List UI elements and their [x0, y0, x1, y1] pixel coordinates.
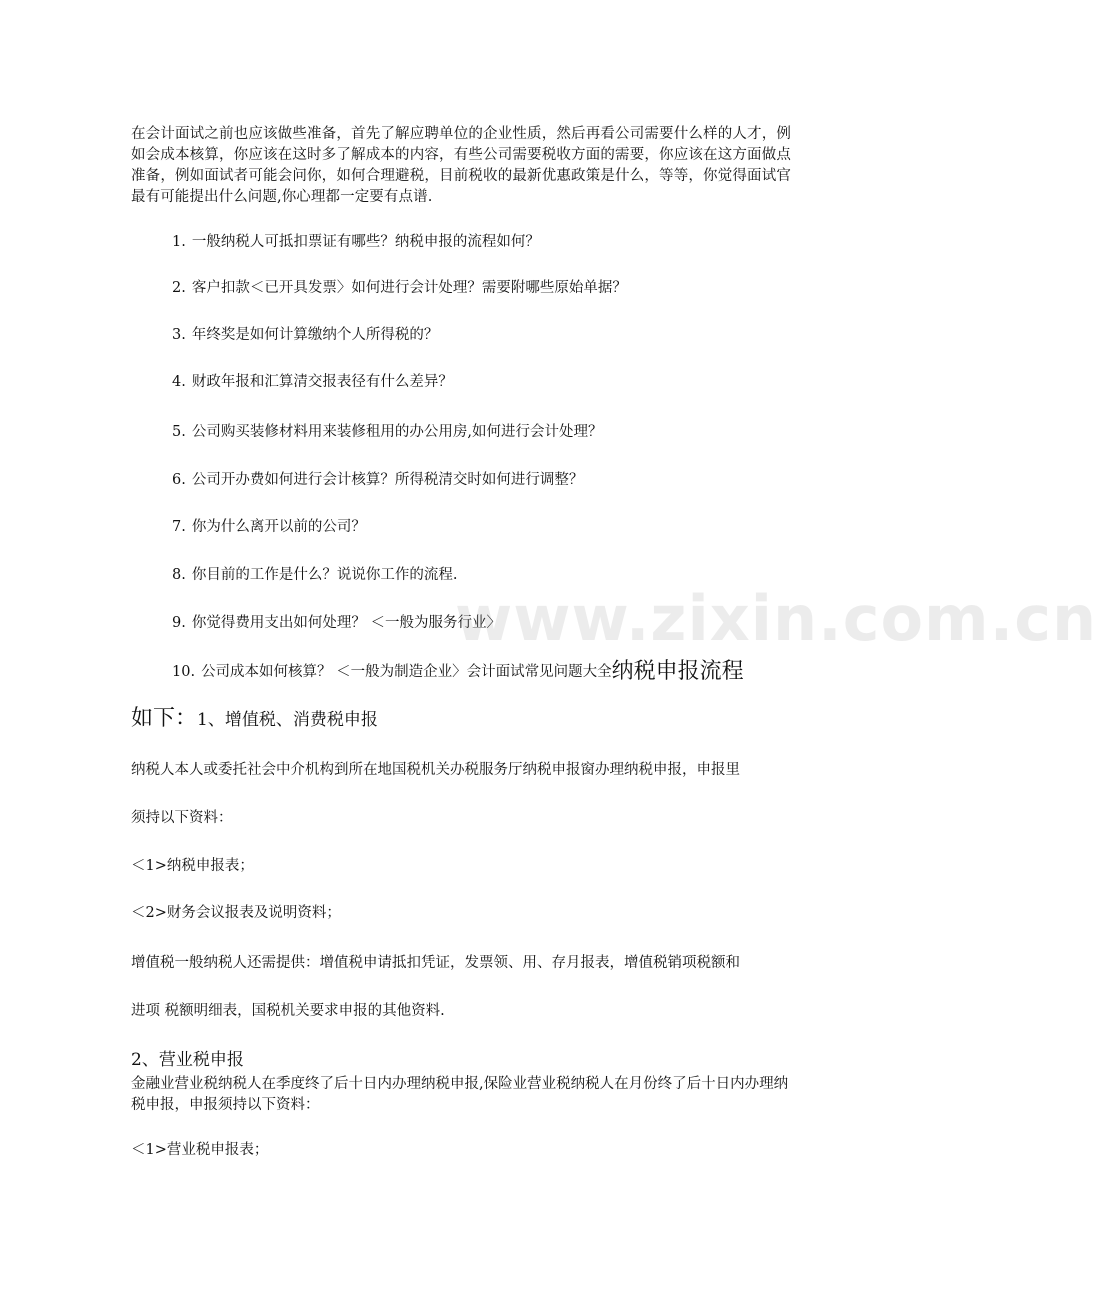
question-item: [172, 422, 602, 442]
question-item: [172, 470, 583, 490]
body-paragraph: 金融业营业税纳税人在季度终了后十日内办理纳税申报,保险业营业税纳税人在月份终了后十日内办理纳税申报，申报须持以下资料：: [131, 1076, 789, 1113]
heading-prefix: 如下：: [131, 706, 198, 731]
question-text: 公司购买装修材料用来装修租用的办公用房,如何进行会计处理？: [191, 424, 603, 440]
question-item: [172, 278, 627, 298]
question-number: 1.: [172, 234, 186, 250]
question-text: 客户扣款＜已开具发票〉如何进行会计处理？需要附哪些原始单据？: [191, 280, 627, 296]
section-heading: [131, 704, 378, 735]
question-number: 4.: [172, 374, 186, 390]
question-text: 你为什么离开以前的公司？: [191, 519, 366, 535]
site-watermark: www.zixin.com.cn: [455, 582, 1097, 655]
question-item: [172, 517, 366, 537]
question-text: 公司成本如何核算？ ＜一般为制造企业〉会计面试常见问题大全: [201, 664, 612, 680]
question-item: [172, 232, 540, 252]
question-item: [172, 565, 457, 585]
question-number: 3.: [172, 327, 186, 343]
question-item: [172, 372, 453, 392]
body-line: 增值税一般纳税人还需提供：增值税申请抵扣凭证，发票领、用、存月报表，增值税销项税额和: [131, 955, 740, 971]
question-item: [172, 657, 744, 687]
question-number: 9.: [172, 615, 186, 631]
heading-title: 1、增值税、消费税申报: [197, 710, 378, 730]
section-heading-fragment: 纳税申报流程: [611, 659, 744, 684]
question-text: 公司开办费如何进行会计核算？所得税清交时如何进行调整？: [191, 472, 584, 488]
question-number: 8.: [172, 567, 186, 583]
question-item: [172, 613, 501, 633]
body-line: 进项 税额明细表，国税机关要求申报的其他资料.: [131, 1003, 445, 1019]
question-number: 2.: [172, 280, 186, 296]
question-item: [172, 325, 438, 345]
list-item: ＜1>纳税申报表；: [131, 858, 254, 874]
question-text: 你目前的工作是什么？说说你工作的流程.: [191, 567, 458, 583]
list-item: ＜2>财务会议报表及说明资料；: [131, 905, 341, 921]
list-item: ＜1>营业税申报表；: [131, 1142, 269, 1158]
question-text: 财政年报和汇算清交报表径有什么差异？: [191, 374, 453, 390]
body-line: 须持以下资料：: [131, 810, 233, 826]
body-line: 纳税人本人或委托社会中介机构到所在地国税机关办税服务厅纳税申报窗办理纳税申报，申报里: [131, 762, 740, 778]
question-number: 7.: [172, 519, 186, 535]
question-number: 5.: [172, 424, 186, 440]
question-number: 10.: [172, 664, 196, 680]
section-heading: 2、营业税申报: [131, 1050, 244, 1070]
question-text: 年终奖是如何计算缴纳个人所得税的？: [191, 327, 439, 343]
intro-paragraph: 在会计面试之前也应该做些准备，首先了解应聘单位的企业性质，然后再看公司需要什么样的人才，例如会成本核算，你应该在这时多了解成本的内容，有些公司需要税收方面的需要，你应该在这方面做点准备，例如面试者可能会问你，如何合理避税，目前税收的最新优惠政策是什么，等等，你觉得面试官最有可能提出什么问题,你心理都一定要有点谱.: [131, 126, 791, 205]
question-text: 你觉得费用支出如何处理？ ＜一般为服务行业〉: [191, 615, 501, 631]
question-number: 6.: [172, 472, 186, 488]
question-text: 一般纳税人可抵扣票证有哪些？纳税申报的流程如何？: [191, 234, 540, 250]
